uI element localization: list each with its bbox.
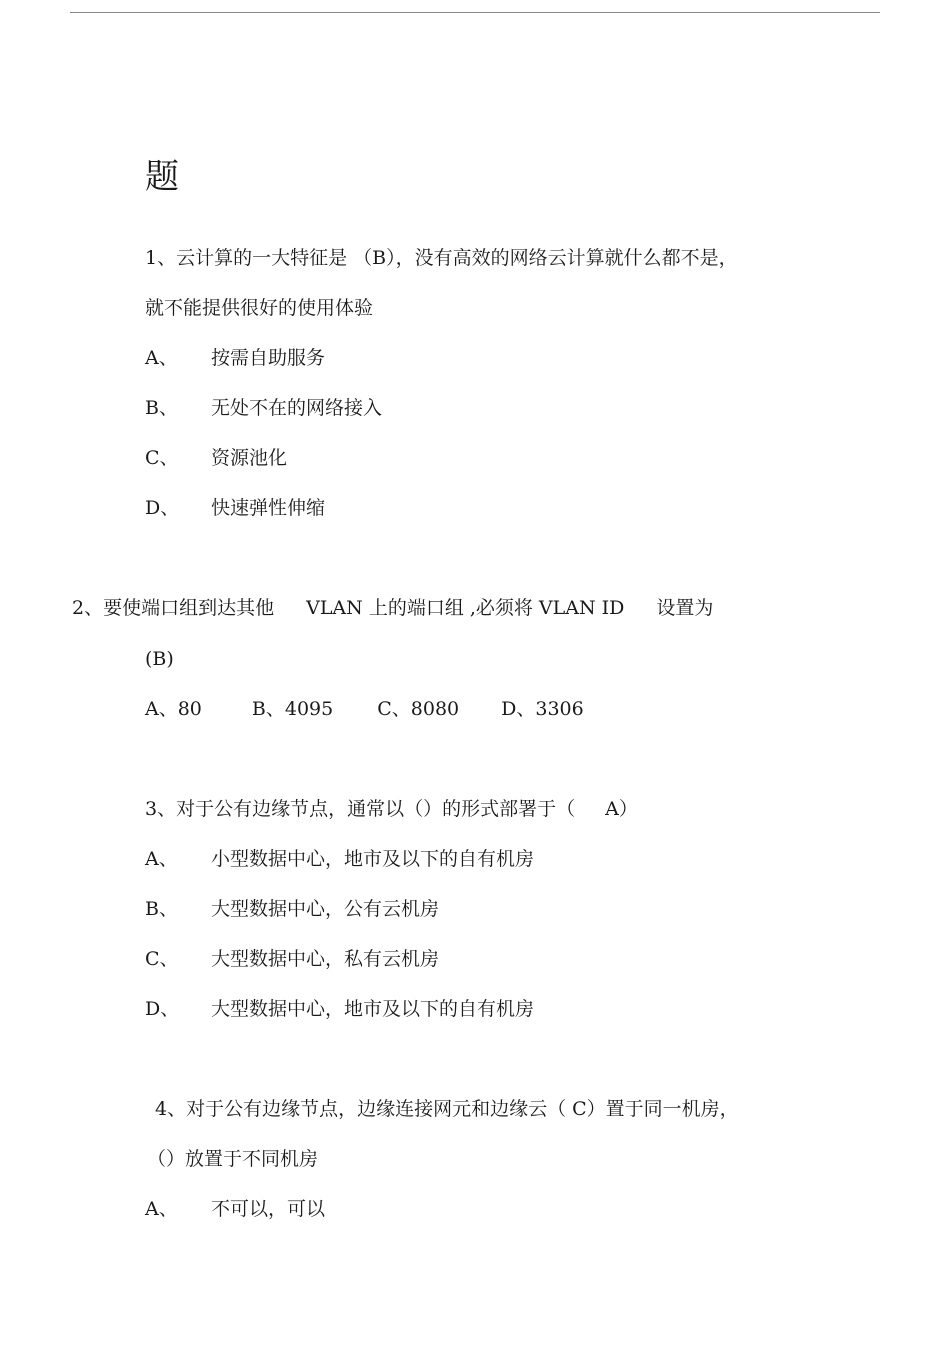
option-text: 资源池化 — [211, 447, 288, 469]
question-3-option-a — [145, 847, 534, 871]
option-text: 无处不在的网络接入 — [211, 397, 383, 419]
question-2-options — [145, 697, 584, 721]
question-1-option-b — [145, 396, 382, 420]
question-3-stem: 3、对于公有边缘节点，通常以（）的形式部署于（ — [145, 798, 576, 820]
option-text: 快速弹性伸缩 — [211, 497, 326, 519]
question-2-answer: (B) — [145, 648, 174, 670]
question-3-option-c — [145, 947, 439, 971]
option-text: 大型数据中心，私有云机房 — [211, 948, 440, 970]
question-3-option-b — [145, 897, 439, 921]
option-text: 大型数据中心，公有云机房 — [211, 898, 440, 920]
option-letter: D、 — [145, 998, 180, 1020]
option-text: 按需自助服务 — [211, 347, 326, 369]
question-4-text-line-2: （）放置于不同机房 — [147, 1148, 319, 1170]
option-letter: B、 — [145, 898, 178, 920]
question-3-text-line-1 — [145, 797, 638, 821]
question-2-part-1: 2、要使端口组到达其他 — [72, 597, 275, 619]
question-2-option-a: A、80 — [145, 698, 202, 720]
header-rule — [70, 12, 880, 13]
question-1-text-line-2: 就不能提供很好的使用体验 — [145, 297, 374, 319]
option-letter: A、 — [145, 848, 178, 870]
option-letter: B、 — [145, 397, 178, 419]
question-2-part-2: VLAN 上的端口组 ,必须将 VLAN ID — [306, 597, 625, 619]
question-2-option-d: D、3306 — [501, 698, 584, 720]
question-3-option-d — [145, 997, 534, 1021]
option-letter: A、 — [145, 1198, 178, 1220]
question-4-text-line-1: 4、对于公有边缘节点，边缘连接网元和边缘云（ C）置于同一机房， — [155, 1098, 739, 1120]
option-letter: C、 — [145, 948, 179, 970]
option-text: 小型数据中心，地市及以下的自有机房 — [211, 848, 535, 870]
option-text: 大型数据中心，地市及以下的自有机房 — [211, 998, 535, 1020]
question-2-option-c: C、8080 — [377, 698, 460, 720]
question-1-option-a — [145, 346, 325, 370]
question-4-option-a — [145, 1197, 325, 1221]
option-text: 不可以，可以 — [211, 1198, 326, 1220]
question-2-part-3: 设置为 — [656, 597, 714, 619]
question-1-text-line-1: 1、云计算的一大特征是 （B），没有高效的网络云计算就什么都不是， — [145, 247, 738, 269]
page-title: 题 — [145, 157, 179, 197]
question-3-answer: A） — [605, 798, 638, 820]
question-2-text-line-1 — [72, 596, 713, 620]
option-letter: D、 — [145, 497, 180, 519]
option-letter: C、 — [145, 447, 179, 469]
question-1-option-d — [145, 496, 325, 520]
question-2-option-b: B、4095 — [251, 698, 334, 720]
option-letter: A、 — [145, 347, 178, 369]
question-1-option-c — [145, 446, 287, 470]
